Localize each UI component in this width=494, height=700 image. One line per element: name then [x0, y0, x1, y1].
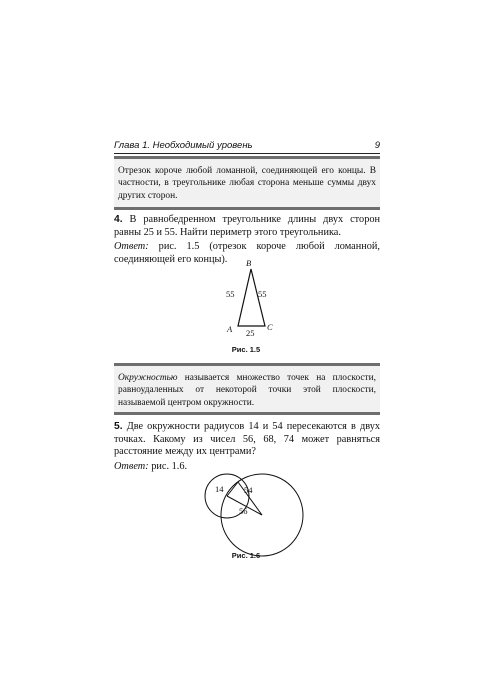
- figure-caption: Рис. 1.6: [231, 551, 261, 560]
- problem-number: 5.: [114, 421, 123, 432]
- problem-number: 4.: [114, 214, 123, 225]
- triangle-figure: [214, 256, 284, 346]
- answer-text: рис. 1.5 (отрезок короче любой ломанной, соединяющей его концы).: [114, 241, 380, 265]
- side-ac-label: 25: [246, 328, 255, 338]
- side-ab-label: 55: [226, 289, 235, 299]
- definition-box-circle: [114, 363, 380, 415]
- vertex-b-label: B: [246, 258, 252, 268]
- small-radius-label: 14: [215, 484, 224, 494]
- answer-label: Ответ:: [114, 241, 149, 252]
- page-header: [114, 140, 380, 154]
- small-radius-segment: [227, 482, 238, 496]
- page-number: 9: [374, 140, 380, 151]
- rule-box-segment: [114, 156, 380, 210]
- problem-text: В равнобедренном треугольнике длины двух сторон равны 25 и 55. Найти периметр этого треугольника.: [114, 214, 380, 238]
- vertex-a-label: A: [227, 324, 233, 334]
- chapter-title: Глава 1. Необходимый уровень: [114, 140, 253, 151]
- center-distance-label: 56: [239, 506, 248, 516]
- large-radius-label: 54: [244, 485, 253, 495]
- answer-label: Ответ:: [114, 460, 149, 472]
- rule-text: Отрезок короче любой ломанной, соединяющей его концы. В частности, в треугольнике любая сторона меньше суммы двух других сторон.: [118, 166, 376, 201]
- vertex-c-label: C: [267, 322, 273, 332]
- problem-statement: [114, 214, 380, 239]
- figure-caption: Рис. 1.5: [231, 345, 261, 354]
- side-bc-label: 55: [258, 289, 267, 299]
- definition-term: Окружностью: [118, 373, 178, 383]
- problem-text: Две окружности радиусов 14 и 54 пересекаются в двух точках. Какому из чисел 56, 68, 74 может равняться расстояние между их центрами?: [114, 421, 380, 457]
- problem-statement: [114, 421, 380, 459]
- definition-text: называется множество точек на плоскости, равноудаленных от некоторой точки этой плоскости, называемой центром окружности.: [118, 373, 377, 408]
- answer-text: рис. 1.6.: [151, 460, 188, 472]
